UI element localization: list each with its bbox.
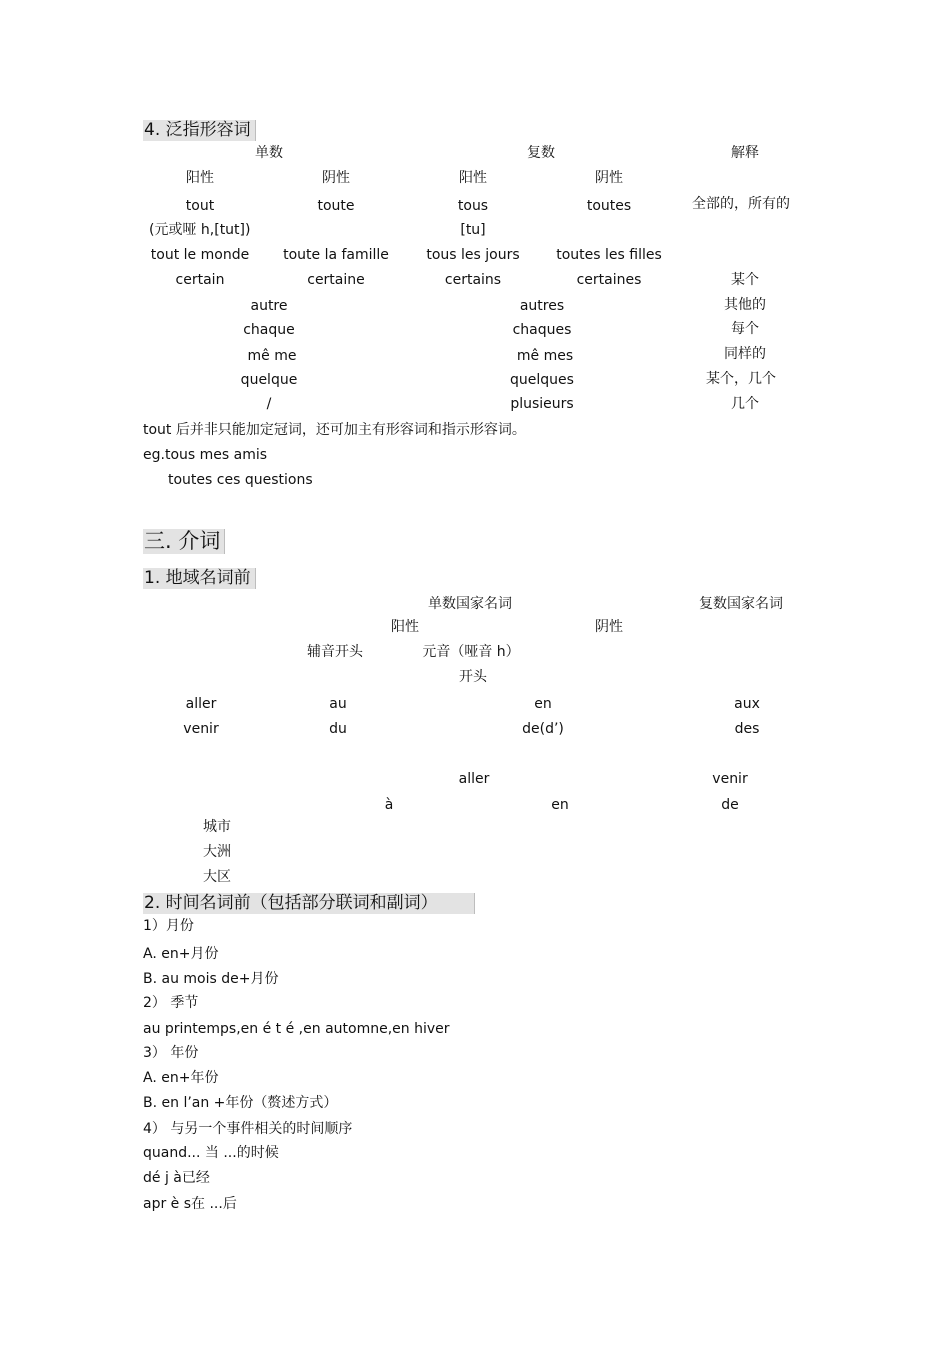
certain-sf: certaine [307, 272, 365, 288]
subsection2-heading: 2. 时间名词前（包括部分联词和副词） [143, 893, 475, 914]
adj-plural: plusieurs [510, 396, 574, 412]
adj-plural: autres [519, 298, 565, 314]
sub-singular-fem: 阴性 [322, 170, 350, 186]
city-venir-header: venir [712, 771, 748, 787]
time-line: 2） 季节 [143, 995, 199, 1011]
place-continent: 大洲 [203, 844, 231, 860]
time-line: A. en+月份 [143, 946, 219, 962]
certain-sm: certain [175, 272, 225, 288]
time-line: quand... 当 ...的时候 [143, 1145, 279, 1161]
adj-singular: autre [250, 298, 288, 314]
example-pf: toutes les filles [556, 247, 662, 263]
time-line: 4） 与另一个事件相关的时间顺序 [143, 1121, 353, 1137]
time-line: apr è s在 ...后 [143, 1196, 237, 1212]
adj-meaning: 某个，几个 [706, 371, 776, 387]
city-prep-de: de [721, 797, 739, 813]
section4-heading: 4. 泛指形容词 [143, 120, 256, 141]
tout-sm: tout [185, 198, 215, 214]
time-line: au printemps,en é t é ,en automne,en hiver [143, 1021, 450, 1037]
col-plural-header: 复数 [527, 145, 555, 161]
vowel-header-cont: 开头 [459, 669, 487, 685]
tout-note: tout 后并非只能加定冠词，还可加主有形容词和指示形容词。 [143, 422, 526, 438]
consonant-prep: du [329, 721, 347, 737]
adj-plural: chaques [512, 322, 572, 338]
sub-plural-masc: 阳性 [459, 170, 487, 186]
section3-heading: 三. 介词 [143, 529, 225, 554]
tout-pm: tous [457, 198, 489, 214]
time-line: 1）月份 [143, 918, 194, 934]
time-line: A. en+年份 [143, 1070, 219, 1086]
col-explain-header: 解释 [731, 145, 759, 161]
city-aller-header: aller [458, 771, 490, 787]
adj-singular: mê me [247, 348, 297, 364]
adj-singular: / [266, 396, 272, 412]
tout-pronunciation: (元或哑 h,[tut]) [149, 222, 251, 238]
city-prep-en: en [551, 797, 569, 813]
sub-singular-masc: 阳性 [186, 170, 214, 186]
masculine-header: 阳性 [391, 619, 419, 635]
feminine-prep: de(d’) [522, 721, 564, 737]
example-line-1: eg.tous mes amis [143, 447, 268, 463]
plural-prep: aux [734, 696, 760, 712]
certain-meaning: 某个 [731, 272, 759, 288]
example-sm: tout le monde [150, 247, 250, 263]
example-line-2: toutes ces questions [168, 472, 313, 488]
singular-country-header: 单数国家名词 [428, 596, 512, 612]
time-line: 3） 年份 [143, 1045, 199, 1061]
vowel-header: 元音（哑音 h） [422, 644, 520, 660]
adj-meaning: 同样的 [724, 346, 766, 362]
certain-pm: certains [444, 272, 502, 288]
place-region: 大区 [203, 869, 231, 885]
city-prep-a: à [384, 797, 394, 813]
adj-plural: mê mes [516, 348, 574, 364]
feminine-header: 阴性 [595, 619, 623, 635]
adj-meaning: 其他的 [724, 297, 766, 313]
subsection1-heading: 1. 地域名词前 [143, 568, 256, 589]
col-singular-header: 单数 [255, 145, 283, 161]
example-pm: tous les jours [426, 247, 520, 263]
feminine-prep: en [534, 696, 552, 712]
sub-plural-fem: 阴性 [595, 170, 623, 186]
plural-prep: des [734, 721, 760, 737]
adj-singular: quelque [240, 372, 298, 388]
time-line: dé j à已经 [143, 1170, 210, 1186]
adj-meaning: 每个 [731, 321, 759, 337]
adj-meaning: 几个 [731, 396, 759, 412]
consonant-header: 辅音开头 [307, 644, 363, 660]
adj-plural: quelques [510, 372, 574, 388]
time-line: B. au mois de+月份 [143, 971, 279, 987]
place-city: 城市 [203, 819, 231, 835]
tout-sf: toute [317, 198, 355, 214]
verb-cell: aller [185, 696, 217, 712]
consonant-prep: au [329, 696, 347, 712]
certain-pf: certaines [576, 272, 642, 288]
time-line: B. en l’an +年份（赘述方式） [143, 1095, 338, 1111]
tout-pf: toutes [586, 198, 632, 214]
verb-cell: venir [183, 721, 219, 737]
tous-pronunciation: [tu] [460, 222, 486, 238]
plural-country-header: 复数国家名词 [699, 596, 783, 612]
tout-meaning: 全部的，所有的 [692, 196, 790, 212]
example-sf: toute la famille [283, 247, 389, 263]
adj-singular: chaque [243, 322, 295, 338]
